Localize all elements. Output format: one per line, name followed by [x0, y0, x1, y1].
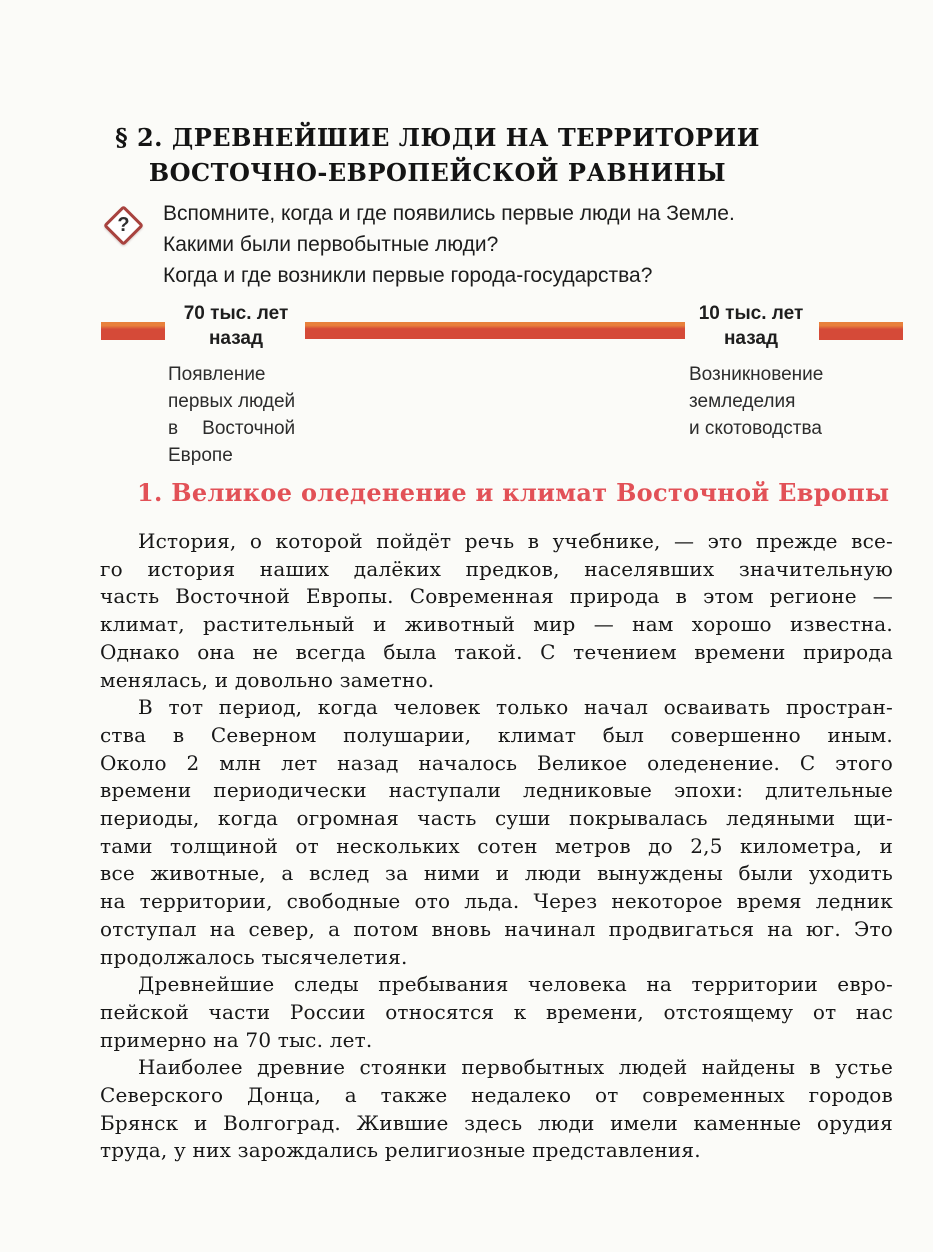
text-line: История, о которой пойдёт речь в учебнике, — это прежде все- — [138, 529, 893, 553]
text-line: земледелия — [689, 391, 796, 412]
paragraph-2 — [100, 694, 893, 971]
timeline-caption-left — [168, 361, 295, 469]
timeline-bar-left-segment — [101, 322, 165, 340]
text-line: все животные, а вслед за ними и люди вынуждены были уходить — [100, 861, 893, 886]
text-line: Северского Донца, а также недалеко от современных городов — [100, 1083, 893, 1108]
paragraph-3 — [100, 971, 893, 1054]
text-line: ства в Северном полушарии, климат был совершенно иным. — [100, 722, 893, 747]
timeline-event-70k-date-line-1: 70 тыс. лет — [183, 303, 289, 324]
question-diamond-icon — [103, 205, 144, 246]
timeline-bar-main — [305, 322, 685, 339]
text-line: Возникновение — [689, 364, 824, 385]
text-line: примерно на 70 тыс. лет. — [100, 1027, 373, 1052]
timeline-event-10k-date-line-2: назад — [723, 328, 779, 349]
body-text — [100, 528, 893, 1165]
timeline-event-70k-date-line-2: назад — [208, 328, 264, 349]
text-line: времени периодически наступали ледниковые эпохи: длительные — [100, 778, 893, 803]
timeline-event-70k-date — [171, 301, 301, 351]
timeline — [0, 300, 933, 466]
text-line: Около 2 млн лет назад началось Великое оледенение. С этого — [100, 750, 893, 775]
question-line-2: Какими были первобытные люди? — [163, 233, 499, 256]
timeline-bar-right-segment — [819, 322, 903, 340]
question-line-3: Когда и где возникли первые города-государства? — [163, 264, 653, 287]
text-line: отступал на север, а потом вновь начинал продвигаться на юг. Это — [100, 916, 893, 941]
page-title — [100, 120, 775, 190]
text-line: Появление — [168, 364, 266, 385]
text-line: первых людей — [168, 391, 296, 412]
text-line: труда, у них зарождались религиозные представления. — [100, 1138, 701, 1163]
question-line-1: Вспомните, когда и где появились первые люди на Земле. — [163, 202, 735, 225]
text-line: тами толщиной от нескольких сотен метров до 2,5 километра, и — [100, 833, 893, 858]
text-line: в Восточной — [168, 418, 296, 439]
text-line: периоды, когда огромная часть суши покрывалась ледяными щи- — [100, 806, 893, 831]
text-line: продолжалось тысячелетия. — [100, 944, 408, 969]
text-line: Брянск и Волгоград. Жившие здесь люди имели каменные орудия — [100, 1110, 893, 1135]
paragraph-4 — [100, 1054, 893, 1165]
timeline-event-10k-date-line-1: 10 тыс. лет — [698, 303, 804, 324]
text-line: климат, растительный и животный мир — нам хорошо известна. — [100, 612, 893, 637]
text-line: В тот период, когда человек только начал осваивать простран- — [138, 695, 893, 720]
text-line: Наиболее древние стоянки первобытных людей найдены в устье — [138, 1055, 893, 1080]
recall-questions-text — [163, 198, 830, 291]
text-line: Европе — [168, 445, 233, 466]
text-line: Древнейшие следы пребывания человека на территории евро- — [138, 972, 893, 997]
text-line: менялась, и довольно заметно. — [100, 667, 435, 692]
text-line: Однако она не всегда была такой. С течением времени природа — [100, 639, 893, 664]
timeline-caption-right — [689, 361, 823, 442]
timeline-event-10k-date — [686, 301, 816, 351]
recall-questions-block — [100, 198, 830, 291]
page-title-line-1: § 2. ДРЕВНЕЙШИЕ ЛЮДИ НА ТЕРРИТОРИИ — [115, 123, 760, 152]
text-line: часть Восточной Европы. Современная природа в этом регионе — — [100, 584, 893, 609]
text-line: на территории, свободные ото льда. Через некоторое время ледник — [100, 889, 893, 914]
text-line: и скотоводства — [689, 418, 822, 439]
page-title-line-2: ВОСТОЧНО-ЕВРОПЕЙСКОЙ РАВНИНЫ — [148, 158, 727, 187]
paragraph-1 — [100, 528, 893, 694]
text-line: го история наших далёких предков, населявших значительную — [100, 556, 893, 581]
text-line: пейской части России относятся к времени, отстоящему от нас — [100, 999, 893, 1024]
question-mark-glyph: ? — [117, 214, 130, 236]
section-heading: 1. Великое оледенение и климат Восточной Европы — [137, 478, 890, 507]
